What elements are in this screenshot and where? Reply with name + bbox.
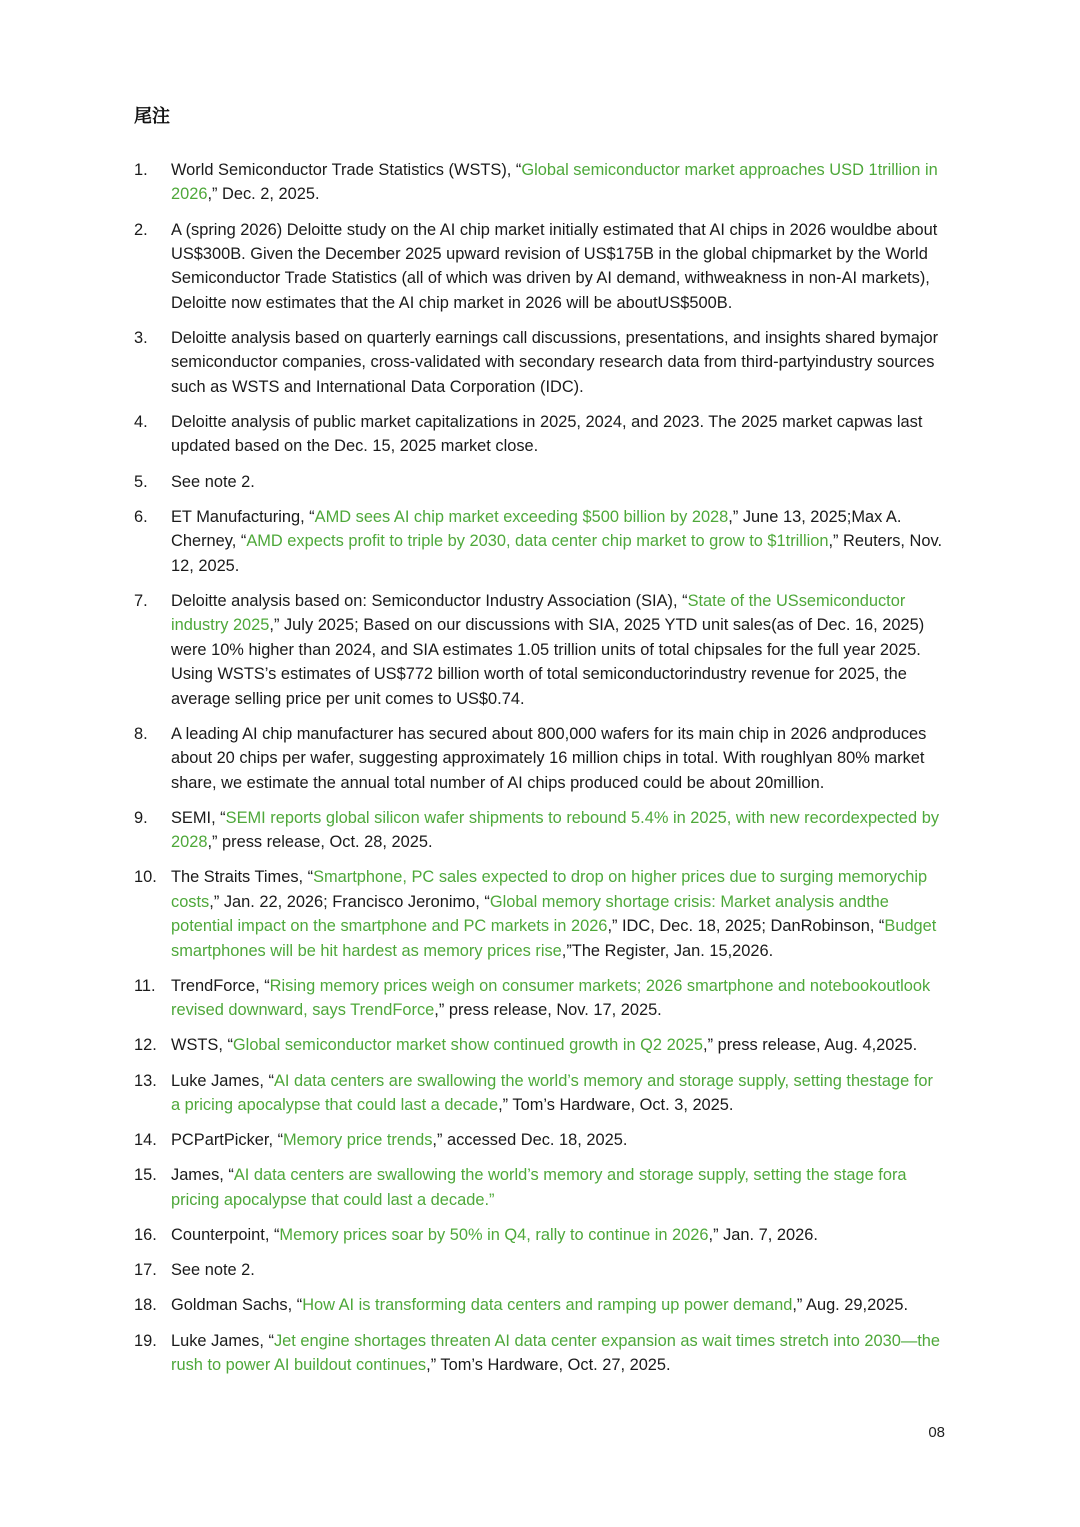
endnote-text-segment: Deloitte analysis of public market capitalizations in 2025, 2024, and 2023. The 2025 market capwas last updated based on the Dec. 15, 2025 market close.	[171, 413, 923, 456]
endnote-number: 17.	[134, 1261, 157, 1280]
endnote-item	[134, 326, 946, 399]
endnote-text-segment: ,” June 13, 2025;Max A. Cherney, “	[171, 507, 902, 551]
endnote-text	[171, 1223, 946, 1247]
endnote-text-segment: ,” Dec. 2, 2025.	[207, 185, 320, 204]
endnote-source-link[interactable]: Budget smartphones will be hit hardest as memory prices rise	[171, 917, 937, 960]
endnote-item	[134, 1223, 946, 1247]
endnote-text-segment: ,” accessed Dec. 18, 2025.	[432, 1131, 628, 1150]
endnote-text-segment: Deloitte analysis based on quarterly earnings call discussions, presentations, and insights shared bymajor semiconductor companies, cross-validated with secondary research data from third-partyindustry sources such as WSTS and International Data Corporation (IDC).	[171, 329, 939, 396]
endnote-text-segment: ,” Jan. 7, 2026.	[708, 1225, 818, 1244]
endnote-text-segment: Deloitte analysis based on: Semiconductor Industry Association (SIA), “	[171, 591, 688, 610]
endnote-number: 3.	[134, 329, 148, 348]
endnote-number: 8.	[134, 724, 148, 743]
endnote-text-segment: ,” Aug. 29,2025.	[792, 1296, 909, 1315]
endnote-number: 1.	[134, 161, 148, 179]
endnote-number: 7.	[134, 591, 148, 610]
endnote-text-segment: ,” Tom’s Hardware, Oct. 3, 2025.	[498, 1095, 734, 1114]
endnote-text	[171, 218, 946, 316]
endnote-item	[134, 1163, 946, 1212]
endnote-text-segment: Luke James, “	[171, 1071, 274, 1090]
endnote-item	[134, 158, 946, 207]
endnote-number: 10.	[134, 868, 157, 887]
endnote-text-segment: Counterpoint, “	[171, 1225, 280, 1244]
endnote-text	[171, 505, 946, 578]
endnote-text	[171, 589, 946, 711]
endnote-source-link[interactable]: SEMI reports global silicon wafer shipments to rebound 5.4% in 2025, with new recordexpected by 2028	[171, 808, 940, 852]
endnote-text	[171, 974, 946, 1023]
endnote-item	[134, 589, 946, 711]
endnote-text-segment: TrendForce, “	[171, 976, 270, 995]
endnote-text-segment: Goldman Sachs, “	[171, 1296, 303, 1315]
endnote-source-link[interactable]: AMD sees AI chip market exceeding $500 billion by 2028	[314, 507, 729, 526]
endnote-text-segment: SEMI, “	[171, 808, 226, 827]
endnote-text-segment: The Straits Times, “	[171, 868, 314, 887]
endnote-text-segment: A (spring 2026) Deloitte study on the AI chip market initially estimated that AI chips in 2026 wouldbe about US$300B. Given the December 2025 upward revision of US$175B in the global chipmarket by the World Semiconductor Trade Statistics (all of which was driven by AI demand, withweakness in non-AI markets), Deloitte now estimates that the AI chip market in 2026 will be aboutUS$500B.	[171, 220, 938, 312]
endnote-text-segment: ,”The Register, Jan. 15,2026.	[561, 941, 774, 960]
endnote-item	[134, 1033, 946, 1057]
endnote-text-segment: ,” Reuters, Nov. 12, 2025.	[171, 532, 943, 575]
endnote-number: 18.	[134, 1296, 157, 1315]
endnote-source-link[interactable]: State of the USsemiconductor industry 2025	[171, 591, 906, 635]
endnote-source-link[interactable]: Global memory shortage crisis: Market analysis andthe potential impact on the smartphone and PC markets in 2026	[171, 892, 889, 936]
endnote-number: 11.	[134, 976, 156, 995]
endnote-item	[134, 470, 946, 494]
endnote-number: 6.	[134, 507, 148, 526]
endnote-number: 5.	[134, 472, 148, 491]
endnote-item	[134, 1293, 946, 1317]
endnote-source-link[interactable]: AMD expects profit to triple by 2030, data center chip market to grow to $1trillion	[246, 532, 829, 551]
endnote-item	[134, 505, 946, 578]
endnote-text-segment: ET Manufacturing, “	[171, 507, 315, 526]
endnote-text	[171, 326, 946, 399]
endnote-item	[134, 1069, 946, 1118]
endnote-text-segment: WSTS, “	[171, 1036, 233, 1055]
endnote-text-segment: ,” Tom’s Hardware, Oct. 27, 2025.	[426, 1356, 671, 1374]
endnote-source-link[interactable]: Rising memory prices weigh on consumer markets; 2026 smartphone and notebookoutlook revised downward, says TrendForce	[171, 976, 931, 1020]
endnote-text-segment: ,” press release, Aug. 4,2025.	[703, 1036, 918, 1055]
endnote-number: 4.	[134, 413, 148, 432]
endnote-text-segment: James, “	[171, 1166, 234, 1185]
endnote-text-segment: Luke James, “	[171, 1331, 274, 1350]
endnote-source-link[interactable]: Global semiconductor market approaches USD 1trillion in 2026	[171, 161, 938, 204]
endnote-source-link[interactable]: Global semiconductor market show continued growth in Q2 2025	[232, 1036, 704, 1055]
endnote-text-segment: A leading AI chip manufacturer has secured about 800,000 wafers for its main chip in 2026 andproduces about 20 chips per wafer, suggesting approximately 16 million chips in total. With roughlyan 80% market share, we estimate the annual total number of AI chips produced could be about 20million.	[171, 724, 927, 792]
endnote-text	[171, 722, 946, 795]
endnote-text-segment: ,” July 2025; Based on our discussions with SIA, 2025 YTD unit sales(as of Dec. 16, 2025) were 10% higher than 2024, and SIA estimates 1.05 trillion units of total chipsales for the full year 2025. Using WSTS’s estimates of US$772 billion worth of total semiconductorindustry revenue for 2025, the average selling price per unit comes to US$0.74.	[171, 616, 925, 708]
endnote-number: 15.	[134, 1166, 157, 1185]
endnote-number: 13.	[134, 1071, 157, 1090]
endnote-text-segment: ,” press release, Oct. 28, 2025.	[207, 833, 433, 852]
endnote-text-segment: ,” Jan. 22, 2026; Francisco Jeronimo, “	[209, 892, 490, 911]
endnote-text	[171, 1033, 946, 1057]
endnote-text	[171, 470, 946, 494]
endnote-item	[134, 722, 946, 795]
endnote-text	[171, 158, 946, 207]
endnote-text	[171, 865, 946, 963]
endnote-source-link[interactable]: Memory price trends	[283, 1131, 433, 1150]
endnote-item	[134, 1329, 946, 1378]
endnote-number: 16.	[134, 1225, 157, 1244]
endnote-text	[171, 1258, 946, 1282]
endnote-item	[134, 410, 946, 459]
endnote-text	[171, 410, 946, 459]
endnote-text	[171, 1128, 946, 1152]
endnote-text-segment: PCPartPicker, “	[171, 1131, 284, 1150]
endnote-text	[171, 1329, 946, 1378]
endnotes-list	[134, 158, 946, 1388]
endnote-source-link[interactable]: Jet engine shortages threaten AI data center expansion as wait times stretch into 2030—the rush to power AI buildout continues	[171, 1331, 940, 1374]
endnote-item	[134, 1258, 946, 1282]
endnote-source-link[interactable]: How AI is transforming data centers and ramping up power demand	[302, 1296, 793, 1315]
endnote-number: 19.	[134, 1331, 157, 1350]
endnote-number: 9.	[134, 808, 148, 827]
endnote-text	[171, 1069, 946, 1118]
endnote-source-link[interactable]: Memory prices soar by 50% in Q4, rally to continue in 2026	[279, 1225, 709, 1244]
endnote-source-link[interactable]: Smartphone, PC sales expected to drop on higher prices due to surging memorychip costs	[171, 868, 928, 911]
endnote-item	[134, 974, 946, 1023]
endnote-text-segment: ,” IDC, Dec. 18, 2025; DanRobinson, “	[607, 917, 885, 936]
endnote-source-link[interactable]: AI data centers are swallowing the world’s memory and storage supply, setting the stage fora pricing apocalypse that could last a decade.”	[171, 1166, 907, 1209]
endnote-text	[171, 806, 946, 855]
endnote-text-segment: World Semiconductor Trade Statistics (WSTS), “	[171, 161, 522, 179]
endnote-text-segment: ,” press release, Nov. 17, 2025.	[434, 1001, 662, 1020]
endnote-text-segment: See note 2.	[171, 1261, 255, 1280]
endnote-item	[134, 218, 946, 316]
endnote-item	[134, 806, 946, 855]
endnote-number: 12.	[134, 1036, 157, 1055]
endnote-number: 2.	[134, 220, 148, 239]
endnote-text	[171, 1293, 946, 1317]
endnotes-heading: 尾注	[134, 106, 170, 127]
page-number: 08	[928, 1424, 945, 1441]
endnote-source-link[interactable]: AI data centers are swallowing the world’s memory and storage supply, setting thestage for a pricing apocalypse that could last a decade	[171, 1071, 933, 1114]
endnote-item	[134, 1128, 946, 1152]
endnote-item	[134, 865, 946, 963]
endnote-text	[171, 1163, 946, 1212]
endnote-number: 14.	[134, 1131, 157, 1150]
endnote-text-segment: See note 2.	[171, 472, 255, 491]
